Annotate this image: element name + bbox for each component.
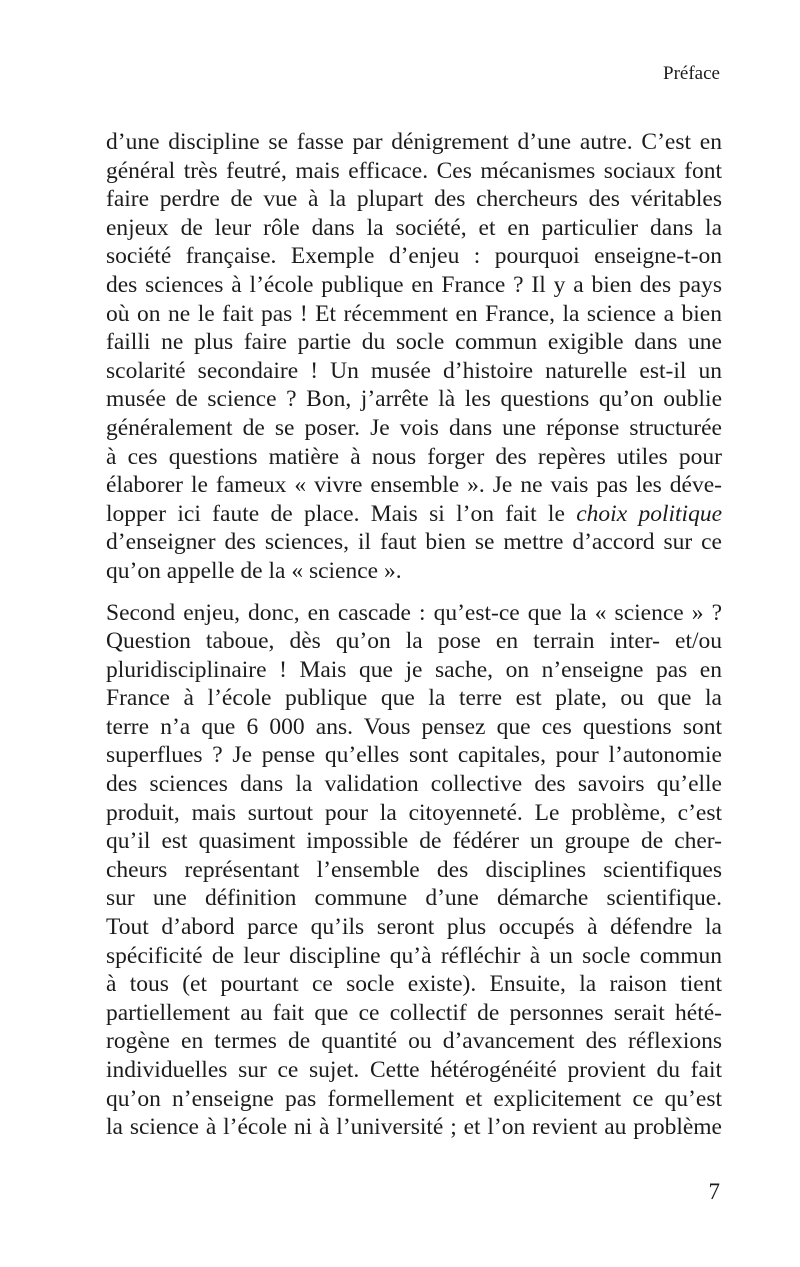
page-number: 7 xyxy=(708,1179,720,1204)
text-line: société française. Exemple d’enjeu : pourquoi enseigne-t-on xyxy=(106,243,722,270)
text-line: pluridisciplinaire ! Mais que je sache, on n’enseigne pas en xyxy=(106,656,722,683)
text-line: qu’il est quasiment impossible de fédérer un groupe de cher- xyxy=(106,828,722,855)
text-line: des sciences dans la validation collective des savoirs qu’elle xyxy=(106,771,722,798)
paragraph-2 xyxy=(106,599,722,1142)
text-line: faire perdre de vue à la plupart des chercheurs des véritables xyxy=(106,186,722,213)
paragraph-gap xyxy=(106,586,722,599)
text-line: d’une discipline se fasse par dénigrement d’une autre. C’est en xyxy=(106,129,722,155)
text-line: général très feutré, mais efficace. Ces mécanismes sociaux font xyxy=(106,157,722,184)
text-line: spécificité de leur discipline qu’à réfléchir à un socle commun xyxy=(106,942,722,969)
text-line: terre n’a que 6 000 ans. Vous pensez que ces questions sont xyxy=(106,713,722,740)
running-head: Préface xyxy=(663,63,720,84)
text-line: partiellement au fait que ce collectif de personnes serait hété- xyxy=(106,999,722,1026)
text-line: Tout d’abord parce qu’ils seront plus occupés à défendre la xyxy=(106,914,722,941)
text-line: élaborer le fameux « vivre ensemble ». Je ne vais pas les déve- xyxy=(106,472,722,499)
text-line: où on ne le fait pas ! Et récemment en France, la science a bien xyxy=(106,300,722,327)
text-line: cheurs représentant l’ensemble des disciplines scientifiques xyxy=(106,856,722,883)
text-line: Second enjeu, donc, en cascade : qu’est-ce que la « science » ? xyxy=(106,599,722,626)
text-line: Question taboue, dès qu’on la pose en terrain inter- et/ou xyxy=(106,628,722,655)
text-line: à tous (et pourtant ce socle existe). Ensuite, la raison tient xyxy=(106,971,722,998)
text-line: à ces questions matière à nous forger des repères utiles pour xyxy=(106,443,722,470)
text-line: enjeux de leur rôle dans la société, et en particulier dans la xyxy=(106,214,722,241)
text-line: des sciences à l’école publique en France ? Il y a bien des pays xyxy=(106,271,722,298)
text-line: qu’on n’enseigne pas formellement et explicitement ce qu’est xyxy=(106,1085,722,1112)
text-line: la science à l’école ni à l’université ; et l’on revient au problème xyxy=(106,1114,722,1141)
text-line: généralement de se poser. Je vois dans une réponse structurée xyxy=(106,414,722,441)
italic-emphasis: choix politique xyxy=(576,500,723,527)
text-line: rogène en termes de quantité ou d’avancement des réflexions xyxy=(106,1028,722,1055)
text-line: France à l’école publique que la terre est plate, ou que la xyxy=(106,685,722,712)
text-line: qu’on appelle de la « science ». xyxy=(106,557,402,584)
text-line: d’enseigner des sciences, il faut bien se mettre d’accord sur ce xyxy=(106,529,722,556)
text-line: produit, mais surtout pour la citoyenneté. Le problème, c’est xyxy=(106,799,722,826)
text-line: scolarité secondaire ! Un musée d’histoire naturelle est-il un xyxy=(106,357,722,384)
text-line: musée de science ? Bon, j’arrête là les questions qu’on oublie xyxy=(106,386,722,413)
body-text xyxy=(106,128,722,1142)
text-line-with-italic xyxy=(106,500,722,529)
text-line: individuelles sur ce sujet. Cette hétérogénéité provient du fait xyxy=(106,1057,722,1083)
text-line: failli ne plus faire partie du socle commun exigible dans une xyxy=(106,329,722,356)
paragraph-1 xyxy=(106,128,722,586)
text-segment: lopper ici faute de place. Mais si l’on fait le xyxy=(106,500,577,527)
text-line: sur une définition commune d’une démarche scientifique. xyxy=(106,885,722,912)
text-line: superflues ? Je pense qu’elles sont capitales, pour l’autonomie xyxy=(106,742,722,769)
